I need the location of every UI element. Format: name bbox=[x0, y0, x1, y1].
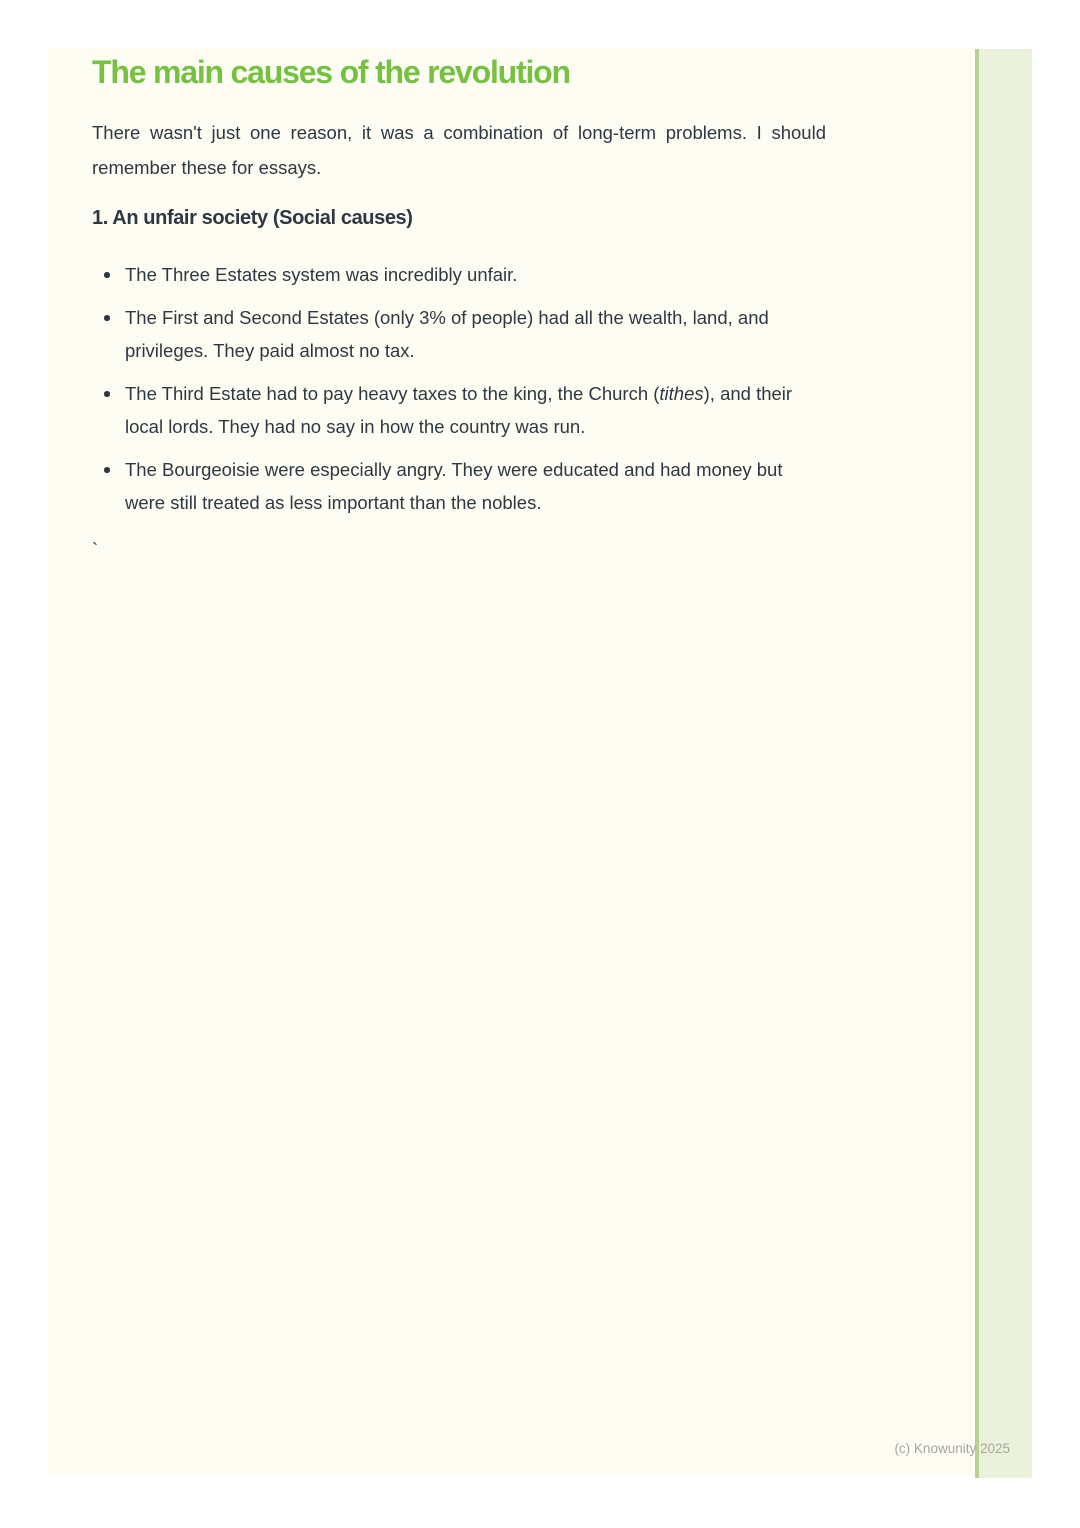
note-content bbox=[48, 48, 975, 566]
bullet-list bbox=[92, 258, 826, 519]
bullet-text-main: The Third Estate had to pay heavy taxes to the king, the Church ( bbox=[125, 383, 660, 404]
bullet-text bbox=[125, 383, 792, 437]
list-item bbox=[92, 453, 826, 519]
list-item bbox=[92, 258, 826, 291]
stray-character: ` bbox=[92, 539, 99, 560]
list-item bbox=[92, 301, 826, 367]
bullet-marker-icon bbox=[104, 467, 110, 473]
bullet-text-main: The Bourgeoisie were especially angry. They were educated and had money but were still treated as less important than the nobles. bbox=[125, 459, 783, 513]
copyright-footer: (c) Knowunity 2025 bbox=[894, 1441, 1010, 1456]
bullet-text-main: The First and Second Estates (only 3% of people) had all the wealth, land, and privileges. They paid almost no tax. bbox=[125, 307, 769, 361]
bullet-marker-icon bbox=[104, 272, 110, 278]
bullet-text-main: The Three Estates system was incredibly unfair. bbox=[125, 264, 518, 285]
intro-paragraph: There wasn't just one reason, it was a combination of long-term problems. I should remember these for essays. bbox=[92, 122, 826, 178]
green-stripe bbox=[975, 49, 1032, 1478]
section-title: 1. An unfair society (Social causes) bbox=[92, 207, 413, 229]
bullet-marker-icon bbox=[104, 315, 110, 321]
bullet-text-rest: ), and their local lords. They had no say in how the country was run. bbox=[125, 383, 793, 437]
bullet-text bbox=[125, 459, 783, 513]
bullet-marker-icon bbox=[104, 391, 110, 397]
list-item bbox=[92, 377, 826, 443]
bullet-text bbox=[125, 307, 769, 361]
note-page bbox=[48, 48, 975, 1476]
page-title: The main causes of the revolution bbox=[92, 54, 570, 90]
bullet-text-italic: tithes bbox=[659, 383, 704, 404]
bullet-text bbox=[125, 264, 517, 285]
